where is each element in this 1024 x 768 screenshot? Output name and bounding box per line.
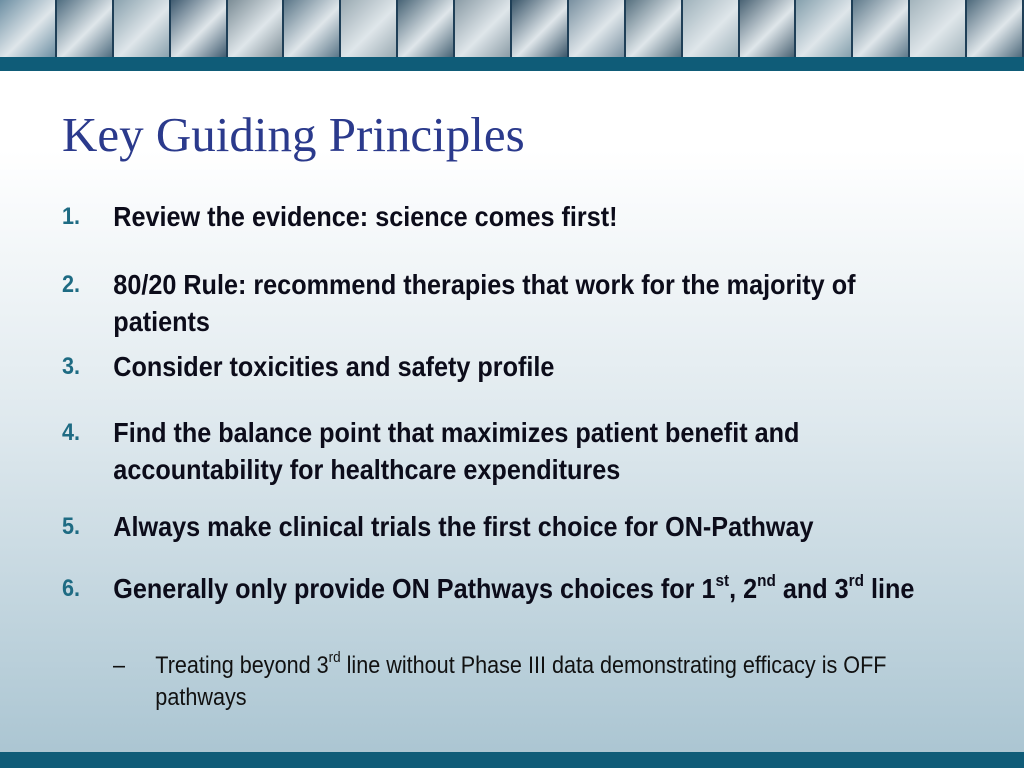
banner-photo-tile: [455, 0, 512, 57]
list-number: 5.: [62, 513, 81, 540]
list-text: Consider toxicities and safety profile: [113, 351, 555, 382]
banner-photo-tile: [626, 0, 683, 57]
banner-photo-tile: [683, 0, 740, 57]
list-text: Always make clinical trials the first choice for ON-Pathway: [113, 511, 814, 542]
list-text: Review the evidence: science comes first!: [113, 201, 618, 232]
list-number: 3.: [62, 353, 81, 380]
slide-title: Key Guiding Principles: [62, 107, 525, 162]
banner-photo-tile: [796, 0, 853, 57]
banner-photo-tile: [341, 0, 398, 57]
sub-bullet-text: Treating beyond 3rd line without Phase III data demonstrating efficacy is OFF pathways: [155, 649, 887, 711]
list-text: Generally only provide ON Pathways choices for 1st, 2nd and 3rd line: [113, 570, 915, 604]
list-number: 6.: [62, 575, 81, 602]
banner-photo-tile: [853, 0, 910, 57]
list-number: 2.: [62, 271, 81, 298]
banner-photo-tile: [512, 0, 569, 57]
banner-photo-tile: [910, 0, 967, 57]
banner-photo-tile: [0, 0, 57, 57]
banner-photo-tile: [114, 0, 171, 57]
banner-photo-tile: [228, 0, 285, 57]
banner-photo-tile: [171, 0, 228, 57]
banner-photo-tile: [398, 0, 455, 57]
banner-photo-tile: [569, 0, 626, 57]
list-text: 80/20 Rule: recommend therapies that work for the majority of patients: [113, 269, 856, 337]
list-number: 1.: [62, 203, 81, 230]
dash-marker: –: [113, 652, 126, 679]
banner-photo-tile: [284, 0, 341, 57]
banner-photo-tile: [740, 0, 797, 57]
footer-band: [0, 752, 1024, 768]
list-text: Find the balance point that maximizes patient benefit and accountability for healthcare expenditures: [113, 417, 800, 485]
banner-photo-tile: [967, 0, 1024, 57]
header-photo-strip: [0, 0, 1024, 57]
banner-photo-tile: [57, 0, 114, 57]
list-number: 4.: [62, 419, 81, 446]
header-band: [0, 57, 1024, 71]
